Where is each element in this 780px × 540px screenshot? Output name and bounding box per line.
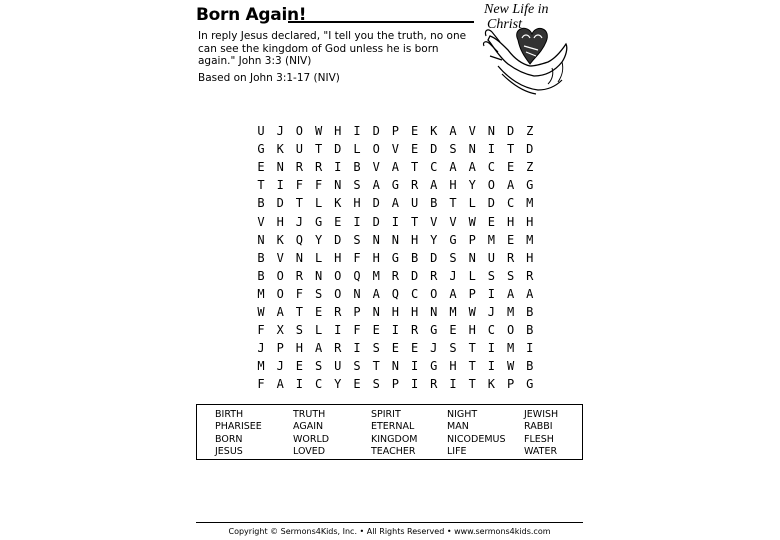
copyright-footer: Copyright © Sermons4Kids, Inc. • All Rights Reserved • www.sermons4kids.com — [228, 527, 551, 536]
word-list-box — [196, 404, 583, 460]
grid-row — [252, 178, 536, 196]
grid-letter[interactable]: B — [353, 160, 361, 175]
grid-letter[interactable]: A — [372, 178, 380, 193]
grid-letter[interactable]: A — [276, 305, 284, 319]
grid-letter[interactable]: A — [526, 286, 534, 301]
word-list-item: WATER — [524, 446, 558, 458]
grid-letter[interactable]: M — [487, 232, 495, 247]
based-on-text: Based on John 3:1-17 (NIV) — [198, 72, 340, 84]
grid-letter[interactable]: N — [334, 178, 342, 193]
grid-row — [252, 287, 536, 305]
grid-letter[interactable]: B — [526, 305, 534, 319]
grid-letter[interactable]: T — [295, 196, 303, 211]
grid-letter[interactable]: T — [468, 377, 476, 392]
grid-letter[interactable]: A — [449, 286, 457, 301]
grid-letter[interactable]: R — [314, 160, 323, 175]
grid-letter[interactable]: R — [410, 323, 419, 338]
grid-letter[interactable]: E — [257, 160, 265, 175]
grid-letter[interactable]: I — [353, 341, 361, 356]
grid-letter[interactable]: O — [334, 286, 342, 301]
grid-letter[interactable]: B — [410, 250, 419, 265]
grid-letter[interactable]: R — [506, 250, 515, 265]
grid-letter[interactable]: J — [295, 214, 303, 229]
art-title-line1: New Life in — [484, 2, 549, 17]
grid-letter[interactable]: F — [257, 323, 265, 338]
grid-letter[interactable]: R — [430, 377, 438, 392]
grid-letter[interactable]: L — [314, 323, 323, 338]
grid-letter[interactable]: R — [430, 268, 438, 283]
word-list-item: AGAIN — [293, 421, 324, 433]
grid-letter[interactable]: N — [468, 250, 476, 265]
word-list-item: LIFE — [447, 446, 467, 458]
grid-row — [252, 269, 536, 287]
grid-letter[interactable]: N — [295, 250, 303, 265]
grid-letter[interactable]: F — [295, 286, 303, 301]
grid-letter[interactable]: I — [334, 323, 342, 338]
grid-letter[interactable]: J — [430, 341, 438, 356]
grid-letter[interactable]: G — [391, 250, 399, 265]
grid-letter[interactable]: L — [468, 196, 476, 211]
grid-letter[interactable]: S — [353, 232, 361, 247]
grid-letter[interactable]: J — [449, 268, 457, 283]
grid-letter[interactable]: E — [449, 323, 457, 338]
grid-letter[interactable]: B — [430, 196, 438, 211]
grid-letter[interactable]: U — [410, 196, 419, 211]
grid-letter[interactable]: C — [430, 160, 438, 175]
grid-letter[interactable]: B — [257, 196, 265, 211]
grid-row — [252, 305, 536, 323]
grid-letter[interactable]: D — [430, 142, 438, 157]
grid-letter[interactable]: L — [314, 250, 323, 265]
grid-letter[interactable]: Q — [295, 232, 303, 247]
grid-letter[interactable]: P — [506, 377, 515, 392]
grid-letter[interactable]: C — [506, 196, 515, 211]
grid-row — [252, 142, 536, 160]
grid-letter[interactable]: V — [468, 124, 476, 138]
grid-letter[interactable]: R — [391, 268, 399, 283]
grid-letter[interactable]: R — [526, 268, 534, 283]
grid-letter[interactable]: H — [506, 214, 515, 229]
grid-letter[interactable]: W — [506, 359, 515, 374]
grid-letter[interactable]: S — [449, 341, 457, 356]
grid-letter[interactable]: H — [353, 196, 361, 211]
grid-letter[interactable]: I — [487, 359, 495, 374]
grid-letter[interactable]: F — [257, 377, 265, 392]
grid-letter[interactable]: H — [526, 214, 534, 229]
grid-letter[interactable]: C — [314, 377, 323, 392]
grid-letter[interactable]: A — [449, 160, 457, 175]
grid-letter[interactable]: E — [372, 323, 380, 338]
word-list-item: RABBI — [524, 421, 553, 433]
grid-letter[interactable]: F — [353, 250, 361, 265]
grid-letter[interactable]: E — [334, 214, 342, 229]
grid-letter[interactable]: N — [468, 142, 476, 157]
grid-letter[interactable]: G — [391, 178, 399, 193]
grid-letter[interactable]: D — [526, 142, 534, 157]
grid-letter[interactable]: E — [295, 359, 303, 374]
grid-letter[interactable]: T — [257, 178, 265, 193]
grid-letter[interactable]: D — [487, 196, 495, 211]
grid-letter[interactable]: H — [334, 250, 342, 265]
grid-letter[interactable]: I — [487, 341, 495, 356]
grid-letter[interactable]: D — [430, 250, 438, 265]
grid-letter[interactable]: S — [487, 268, 495, 283]
grid-letter[interactable]: U — [334, 359, 342, 374]
grid-letter[interactable]: G — [430, 323, 438, 338]
grid-letter[interactable]: R — [295, 160, 303, 175]
grid-letter[interactable]: E — [314, 305, 323, 319]
grid-letter[interactable]: B — [526, 323, 534, 338]
grid-letter[interactable]: N — [372, 232, 380, 247]
grid-letter[interactable]: H — [410, 305, 419, 319]
grid-letter[interactable]: R — [295, 268, 303, 283]
grid-row — [252, 124, 536, 142]
grid-letter[interactable]: A — [506, 178, 515, 193]
grid-letter[interactable]: D — [334, 142, 342, 157]
grid-letter[interactable]: N — [276, 160, 284, 175]
grid-letter[interactable]: O — [487, 178, 495, 193]
grid-letter[interactable]: F — [353, 323, 361, 338]
grid-letter[interactable]: M — [526, 232, 534, 247]
grid-letter[interactable]: I — [353, 214, 361, 229]
grid-letter[interactable]: B — [526, 359, 534, 374]
word-list-item: ETERNAL — [371, 421, 415, 433]
grid-row — [252, 377, 536, 395]
grid-letter[interactable]: N — [314, 268, 323, 283]
grid-letter[interactable]: O — [506, 323, 515, 338]
grid-letter[interactable]: S — [314, 286, 323, 301]
grid-letter[interactable]: H — [526, 250, 534, 265]
grid-letter[interactable]: A — [449, 124, 457, 138]
grid-letter[interactable]: Q — [391, 286, 399, 301]
grid-letter[interactable]: E — [391, 341, 399, 356]
grid-letter[interactable]: A — [372, 286, 380, 301]
grid-letter[interactable]: M — [506, 341, 515, 356]
grid-letter[interactable]: H — [468, 323, 476, 338]
grid-letter[interactable]: O — [276, 286, 284, 301]
grid-letter[interactable]: J — [487, 305, 495, 319]
grid-letter[interactable]: H — [410, 232, 419, 247]
grid-letter[interactable]: E — [410, 124, 419, 138]
grid-letter[interactable]: D — [334, 232, 342, 247]
grid-letter[interactable]: N — [372, 305, 380, 319]
grid-letter[interactable]: T — [506, 142, 515, 157]
word-list-item: MAN — [447, 421, 469, 433]
grid-letter[interactable]: B — [257, 250, 265, 265]
grid-row — [252, 323, 536, 341]
grid-letter[interactable]: O — [430, 286, 438, 301]
grid-letter[interactable]: J — [257, 341, 265, 356]
word-list-item: KINGDOM — [371, 433, 418, 445]
grid-letter[interactable]: K — [276, 142, 284, 157]
grid-letter[interactable]: A — [468, 160, 476, 175]
grid-letter[interactable]: E — [487, 214, 495, 229]
grid-letter[interactable]: T — [410, 214, 419, 229]
word-list-item: NIGHT — [447, 409, 478, 420]
grid-letter[interactable]: U — [257, 124, 265, 138]
grid-letter[interactable]: P — [276, 341, 284, 356]
grid-letter[interactable]: I — [449, 377, 457, 392]
grid-letter[interactable]: P — [468, 232, 476, 247]
grid-letter[interactable]: P — [353, 305, 361, 319]
grid-letter[interactable]: M — [449, 305, 457, 319]
grid-letter[interactable]: O — [295, 124, 303, 138]
grid-letter[interactable]: Y — [314, 232, 323, 247]
grid-letter[interactable]: Q — [353, 268, 361, 283]
grid-letter[interactable]: T — [410, 160, 419, 175]
grid-letter[interactable]: S — [372, 377, 380, 392]
grid-letter[interactable]: O — [334, 268, 342, 283]
grid-letter[interactable]: P — [468, 286, 476, 301]
grid-letter[interactable]: N — [391, 359, 399, 374]
grid-letter[interactable]: W — [314, 124, 323, 138]
grid-letter[interactable]: K — [430, 124, 438, 138]
grid-letter[interactable]: H — [391, 305, 399, 319]
grid-letter[interactable]: S — [372, 341, 380, 356]
word-list-item: SPIRIT — [371, 409, 401, 420]
grid-letter[interactable]: E — [410, 341, 419, 356]
grid-letter[interactable]: K — [487, 377, 495, 392]
grid-letter[interactable]: S — [353, 178, 361, 193]
grid-letter[interactable]: T — [449, 196, 457, 211]
word-list-item: JEWISH — [524, 409, 559, 420]
footer-rule — [196, 522, 583, 523]
grid-letter[interactable]: E — [353, 377, 361, 392]
grid-letter[interactable]: P — [391, 124, 399, 138]
grid-letter[interactable]: V — [276, 250, 284, 265]
grid-letter[interactable]: L — [353, 142, 361, 157]
grid-letter[interactable]: S — [295, 323, 303, 338]
grid-letter[interactable]: V — [257, 214, 265, 229]
grid-letter[interactable]: E — [410, 142, 419, 157]
grid-letter[interactable]: M — [257, 286, 265, 301]
grid-letter[interactable]: H — [334, 124, 342, 138]
grid-letter[interactable]: C — [487, 160, 495, 175]
grid-letter[interactable]: V — [430, 214, 438, 229]
grid-letter[interactable]: Y — [468, 178, 476, 193]
grid-letter[interactable]: I — [391, 323, 399, 338]
grid-letter[interactable]: N — [257, 232, 265, 247]
grid-letter[interactable]: S — [314, 359, 323, 374]
grid-letter[interactable]: N — [487, 124, 495, 138]
grid-letter[interactable]: I — [353, 124, 361, 138]
grid-letter[interactable]: K — [276, 232, 284, 247]
word-list-item: FLESH — [524, 433, 554, 445]
grid-letter[interactable]: H — [295, 341, 303, 356]
word-list-item: LOVED — [293, 446, 326, 458]
grid-letter[interactable]: R — [334, 305, 342, 319]
grid-letter[interactable]: I — [276, 178, 284, 193]
word-list-item: JESUS — [215, 446, 243, 458]
grid-letter[interactable]: D — [372, 196, 380, 211]
grid-letter[interactable]: I — [487, 142, 495, 157]
grid-row — [252, 251, 536, 269]
grid-letter[interactable]: H — [372, 250, 380, 265]
grid-letter[interactable]: I — [410, 359, 419, 374]
grid-letter[interactable]: A — [506, 286, 515, 301]
grid-letter[interactable]: A — [391, 196, 399, 211]
grid-letter[interactable]: N — [430, 305, 438, 319]
grid-letter[interactable]: V — [391, 142, 399, 157]
grid-letter[interactable]: H — [276, 214, 284, 229]
grid-letter[interactable]: U — [295, 142, 303, 157]
grid-letter[interactable]: G — [526, 178, 534, 193]
grid-letter[interactable]: W — [257, 305, 265, 319]
grid-letter[interactable]: G — [449, 232, 457, 247]
grid-letter[interactable]: T — [295, 305, 303, 319]
grid-letter[interactable]: Z — [526, 160, 534, 175]
grid-letter[interactable]: N — [353, 286, 361, 301]
grid-letter[interactable]: X — [276, 323, 284, 338]
grid-letter[interactable]: D — [372, 124, 380, 138]
grid-letter[interactable]: H — [449, 359, 457, 374]
grid-letter[interactable]: T — [468, 359, 476, 374]
grid-letter[interactable]: J — [276, 359, 284, 374]
grid-letter[interactable]: U — [487, 250, 495, 265]
grid-letter[interactable]: T — [314, 142, 323, 157]
word-list-item: WORLD — [293, 433, 330, 445]
grid-letter[interactable]: D — [372, 214, 380, 229]
grid-letter[interactable]: N — [391, 232, 399, 247]
grid-row — [252, 341, 536, 359]
grid-letter[interactable]: D — [276, 196, 284, 211]
grid-letter[interactable]: M — [506, 305, 515, 319]
grid-letter[interactable]: A — [276, 377, 284, 392]
grid-letter[interactable]: R — [334, 341, 342, 356]
grid-letter[interactable]: W — [468, 214, 476, 229]
grid-letter[interactable]: A — [314, 341, 323, 356]
grid-letter[interactable]: G — [257, 142, 265, 157]
grid-letter[interactable]: D — [506, 124, 515, 138]
grid-letter[interactable]: M — [372, 268, 380, 283]
verse-text: In reply Jesus declared, "I tell you the truth, no one can see the kingdom of God unless he is born again." John 3:3 (NIV) — [198, 30, 467, 67]
grid-row — [252, 160, 536, 178]
grid-letter[interactable]: L — [314, 196, 323, 211]
grid-letter[interactable]: I — [410, 377, 419, 392]
grid-letter[interactable]: M — [526, 196, 534, 211]
grid-letter[interactable]: M — [257, 359, 265, 374]
grid-letter[interactable]: T — [372, 359, 380, 374]
title-rule — [288, 21, 474, 23]
grid-row — [252, 359, 536, 377]
word-list-item: PHARISEE — [215, 421, 262, 433]
page-title: Born Again! — [196, 5, 307, 25]
grid-letter[interactable]: V — [449, 214, 457, 229]
grid-letter[interactable]: T — [468, 341, 476, 356]
word-list-item: TEACHER — [371, 446, 416, 458]
word-list-item: TRUTH — [293, 409, 326, 420]
grid-letter[interactable]: S — [449, 250, 457, 265]
grid-letter[interactable]: P — [391, 377, 399, 392]
grid-letter[interactable]: F — [314, 178, 323, 193]
grid-row — [252, 233, 536, 251]
grid-letter[interactable]: Y — [430, 232, 438, 247]
grid-letter[interactable]: H — [449, 178, 457, 193]
grid-letter[interactable]: D — [410, 268, 419, 283]
grid-letter[interactable]: A — [430, 178, 438, 193]
grid-letter[interactable]: I — [526, 341, 534, 356]
grid-letter[interactable]: A — [391, 160, 399, 175]
grid-letter[interactable]: I — [334, 160, 342, 175]
grid-letter[interactable]: Y — [334, 377, 342, 392]
grid-letter[interactable]: O — [372, 142, 380, 157]
grid-letter[interactable]: E — [506, 160, 515, 175]
grid-letter[interactable]: R — [410, 178, 419, 193]
grid-row — [252, 215, 536, 233]
grid-letter[interactable]: O — [276, 268, 284, 283]
grid-letter[interactable]: V — [372, 160, 380, 175]
grid-letter[interactable]: F — [295, 178, 303, 193]
grid-letter[interactable]: Z — [526, 124, 534, 138]
grid-letter[interactable]: L — [468, 268, 476, 283]
grid-letter[interactable]: G — [526, 377, 534, 392]
grid-letter[interactable]: S — [506, 268, 515, 283]
grid-letter[interactable]: I — [487, 286, 495, 301]
grid-letter[interactable]: S — [449, 142, 457, 157]
grid-letter[interactable]: K — [334, 196, 342, 211]
grid-letter[interactable]: B — [257, 268, 265, 283]
art-title-line2: Christ — [487, 17, 523, 32]
grid-letter[interactable]: I — [391, 214, 399, 229]
grid-row — [252, 196, 536, 214]
grid-letter[interactable]: G — [314, 214, 323, 229]
grid-letter[interactable]: E — [506, 232, 515, 247]
grid-letter[interactable]: S — [353, 359, 361, 374]
word-list-item: BORN — [215, 433, 243, 445]
grid-letter[interactable]: J — [276, 124, 284, 138]
grid-letter[interactable]: C — [410, 286, 419, 301]
grid-letter[interactable]: C — [487, 323, 495, 338]
grid-letter[interactable]: W — [468, 305, 476, 319]
grid-letter[interactable]: G — [430, 359, 438, 374]
grid-letter[interactable]: I — [295, 377, 303, 392]
word-list-item: NICODEMUS — [447, 433, 506, 445]
word-list-item: BIRTH — [215, 409, 244, 420]
